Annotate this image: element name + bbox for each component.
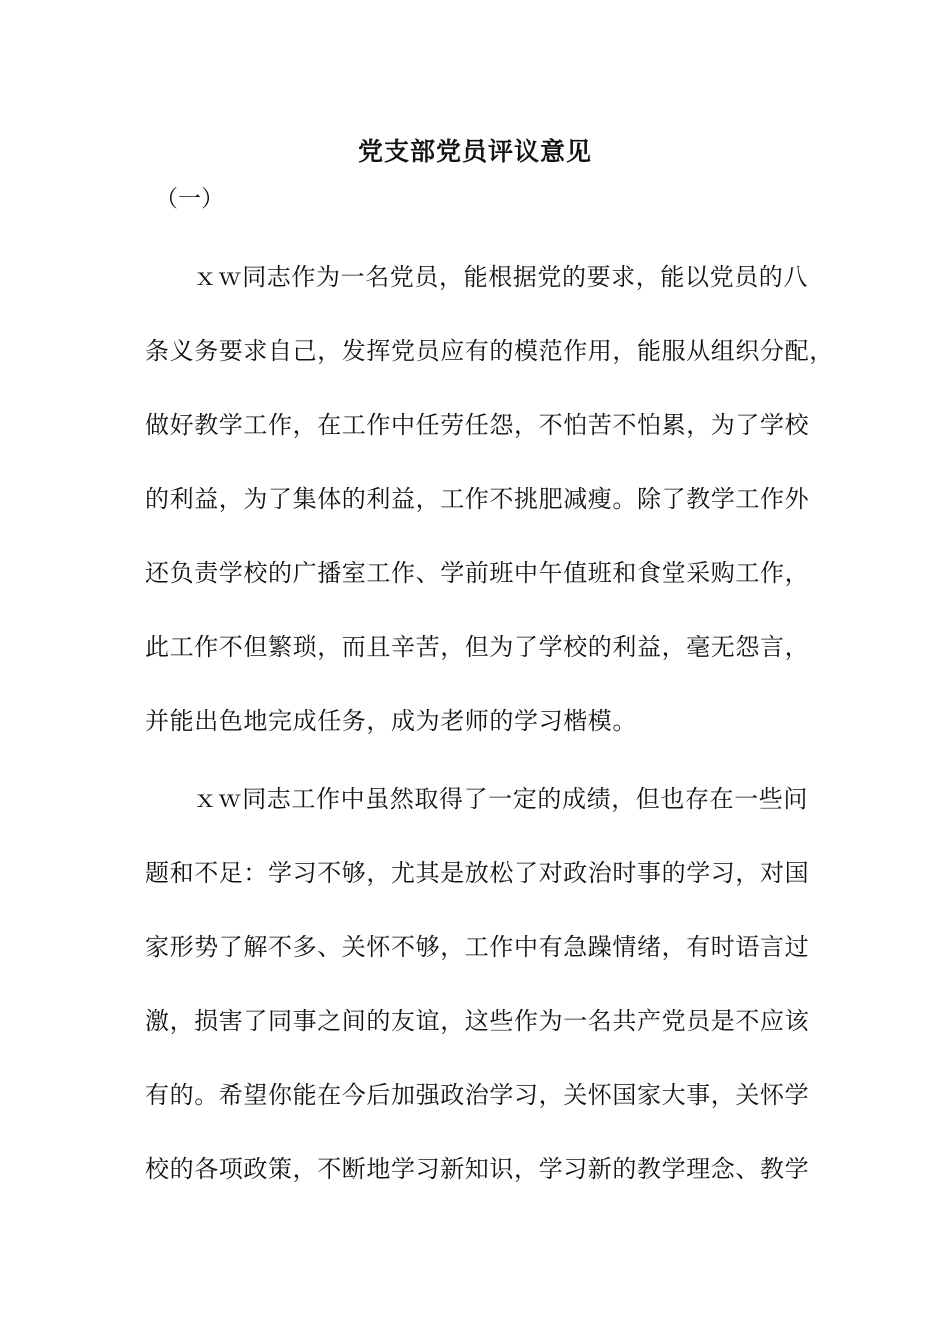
paragraph-2-line-5: 有的。希望你能在今后加强政治学习，关怀国家大事，关怀学 (145, 1081, 810, 1109)
paragraph-2-line-2: 题和不足：学习不够，尤其是放松了对政治时事的学习，对国 (145, 859, 810, 887)
document-title: 党支部党员评议意见 (357, 137, 592, 166)
paragraph-2-line-3: 家形势了解不多、关怀不够，工作中有急躁情绪，有时语言过 (145, 933, 810, 961)
paragraph-2-line-4: 激，损害了同事之间的友谊，这些作为一名共产党员是不应该 (145, 1007, 810, 1035)
paragraph-2-line-1: ｘｗ同志工作中虽然取得了一定的成绩，但也存在一些问 (193, 785, 808, 813)
paragraph-1-line-3: 做好教学工作，在工作中任劳任怨，不怕苦不怕累，为了学校 (145, 411, 810, 439)
paragraph-1-line-6: 此工作不但繁琐，而且辛苦，但为了学校的利益，毫无怨言， (145, 633, 810, 661)
section-label: （一） (155, 186, 224, 212)
paragraph-1-line-5: 还负责学校的广播室工作、学前班中午值班和食堂采购工作， (145, 559, 810, 587)
paragraph-1-line-2: 条义务要求自己，发挥党员应有的模范作用，能服从组织分配， (145, 337, 834, 365)
paragraph-1-line-7: 并能出色地完成任务，成为老师的学习楷模。 (145, 707, 637, 735)
paragraph-2-line-6: 校的各项政策，不断地学习新知识，学习新的教学理念、教学 (145, 1155, 810, 1183)
paragraph-1-line-4: 的利益，为了集体的利益，工作不挑肥减瘦。除了教学工作外 (145, 485, 810, 513)
paragraph-1-line-1: ｘｗ同志作为一名党员，能根据党的要求，能以党员的八 (193, 263, 808, 291)
